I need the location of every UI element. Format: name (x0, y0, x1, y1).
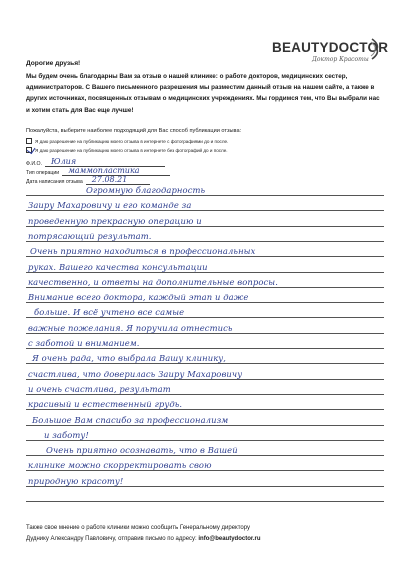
consent-option-label: Я даю разрешение на публикацию моего отзыва в интернете с фотографиями до и после. (35, 138, 229, 144)
ruled-line (26, 363, 384, 364)
footer (26, 523, 382, 544)
review-text-line: больше. И всё учтено все самые (34, 307, 185, 318)
date-line (86, 177, 150, 185)
review-text-line: качественно, и ответы на дополнительные вопросы. (28, 276, 278, 287)
consent-option-label: Я даю разрешение на публикацию моего отзыва в интернете без фотографий до и после. (35, 147, 228, 153)
review-text-line: с заботой и вниманием. (28, 338, 140, 348)
review-text-line: и очень счастлива, результат (28, 383, 171, 394)
date-value: 27.08.21 (91, 175, 128, 184)
ruled-line (26, 241, 384, 242)
review-text-line: важные пожелания. Я поручила отнестись (28, 322, 233, 333)
ruled-line (26, 394, 384, 395)
ruled-line (26, 409, 384, 410)
review-text-line: красивый и естественный грудь. (28, 399, 183, 410)
review-text-line: Очень приятно находиться в профессиональных (30, 246, 256, 257)
consent-option-without-photos[interactable] (26, 147, 228, 153)
review-text-line: счастлива, что доверилась Заиру Махаровичу (28, 368, 243, 379)
ruled-line (26, 470, 384, 471)
ruled-line (26, 317, 384, 318)
ruled-line (26, 348, 384, 349)
ruled-line (26, 501, 384, 502)
review-text-line: клинике можно скорректировать свою (28, 460, 212, 471)
ruled-line (26, 440, 384, 441)
review-text-line: Я очень рада, что выбрала Вашу клинику, (32, 353, 227, 364)
review-text-line: Очень приятно осознавать, что в Вашей (46, 445, 238, 456)
intro-text: Мы будем очень благодарны Вам за отзыв о нашей клинике: о работе докторов, медицинских сестер, администраторов. С Вашего письменного разрешения мы разместим данный отзыв на нашем сайте, а также в других источниках, посвященных отзывам о медицинских учреждениях. Мы гордимся тем, что Вы выбрали нас и хотим стать для Вас еще лучше! (26, 73, 380, 114)
date-label: Дата написания отзыва (26, 179, 83, 185)
review-text-line: Внимание всего доктора, каждый этап и даже (28, 292, 249, 303)
ruled-line (26, 226, 384, 227)
ruled-line (26, 486, 384, 487)
ruled-line (26, 195, 384, 196)
clinic-logo (272, 34, 389, 70)
ruled-line (26, 272, 384, 273)
ruled-line (26, 455, 384, 456)
date-field (26, 177, 150, 185)
consent-checkbox-with-photos[interactable] (26, 138, 32, 144)
review-text-line: руках. Вашего качества консультации (28, 261, 208, 272)
review-text-line: проведенную прекрасную операцию и (28, 215, 202, 226)
footer-line-1: Также свое мнение о работе клиники можно сообщить Генеральному директору (26, 525, 251, 531)
footer-line-2-text: Дуднику Александру Павловичу, отправив письмо по адресу: (26, 535, 199, 542)
review-text-line: Заиру Махаровичу и его команде за (28, 200, 192, 211)
review-text-line: природную красоту! (28, 475, 124, 486)
greeting: Дорогие друзья! (26, 60, 81, 67)
logo-brand: BEAUTYDOCTOR (272, 40, 389, 55)
footer-line-2 (26, 534, 382, 545)
consent-option-with-photos[interactable] (26, 138, 228, 144)
ruled-line (26, 302, 384, 303)
name-value: Юлия (51, 157, 77, 166)
ruled-line (26, 256, 384, 257)
consent-checkbox-without-photos[interactable] (26, 147, 32, 153)
review-text-line: Большое Вам спасибо за профессионализм (32, 414, 229, 425)
logo-mark-icon (370, 38, 380, 60)
ruled-line (26, 425, 384, 426)
operation-value: маммопластика (68, 166, 140, 175)
name-label: Ф.И.О. (26, 161, 43, 167)
footer-email-link[interactable]: info@beautydoctor.ru (198, 535, 261, 542)
review-text-line: потрясающий результат. (28, 230, 152, 241)
consent-title: Пожалуйста, выберите наиболее подходящий для Вас способ публикации отзыва: (26, 128, 242, 134)
ruled-line (26, 333, 384, 334)
logo-tagline: Доктор Красоты (312, 56, 369, 63)
ruled-line (26, 379, 384, 380)
ruled-line (26, 287, 384, 288)
operation-label: Тип операции (26, 170, 60, 176)
review-text-line: и заботу! (44, 429, 89, 440)
review-text-line: Огромную благодарность (86, 185, 206, 195)
ruled-line (26, 210, 384, 211)
